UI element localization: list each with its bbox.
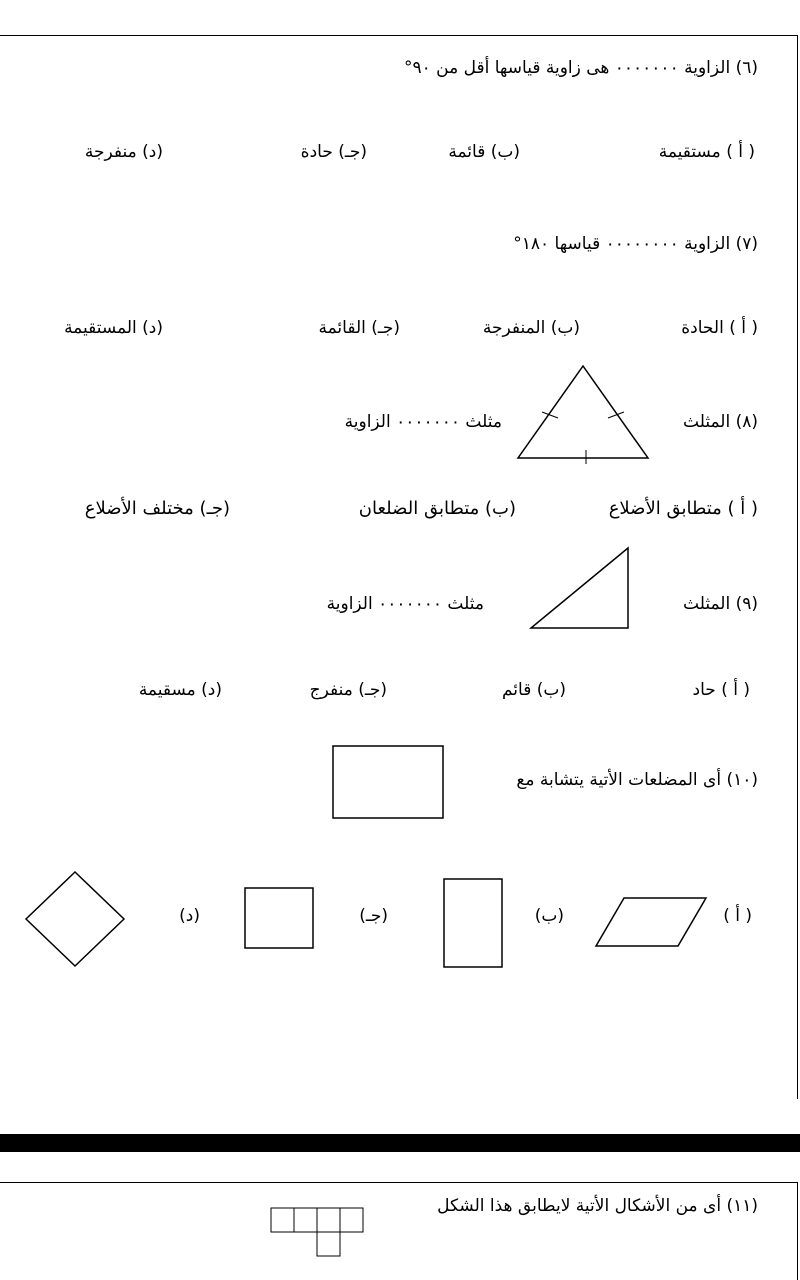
q8-option-c[interactable]: (جـ) مختلف الأضلاع	[84, 498, 230, 519]
q9-option-d[interactable]: (د) مسقيمة	[138, 680, 222, 700]
q9-option-a[interactable]: ( أ ) حاد	[692, 680, 750, 700]
q6-option-b[interactable]: (ب) قائمة	[448, 142, 520, 162]
q8-option-a[interactable]: ( أ ) متطابق الأضلاع	[608, 498, 758, 519]
question-7-text: (٧) الزاوية ٠٠٠٠٠٠٠٠ قياسها ١٨٠°	[513, 234, 758, 254]
q10-option-a[interactable]: ( أ )	[723, 906, 752, 926]
q7-option-b[interactable]: (ب) المنفرجة	[482, 318, 580, 338]
question-11-text: (١١) أى من الأشكال الأتية لايطابق هذا الشكل	[437, 1196, 758, 1216]
q6-option-c[interactable]: (جـ) حادة	[300, 142, 367, 162]
reference-grid-shape-icon	[270, 1207, 366, 1265]
q9-option-b[interactable]: (ب) قائم	[501, 680, 566, 700]
question-10-text: (١٠) أى المضلعات الأتية يتشابة مع	[516, 770, 758, 790]
q9-option-c[interactable]: (جـ) منفرج	[309, 680, 387, 700]
reference-rectangle-icon	[332, 745, 444, 819]
question-8-suffix: مثلث ٠٠٠٠٠٠٠ الزاوية	[344, 412, 502, 432]
q7-option-a[interactable]: ( أ ) الحادة	[681, 318, 758, 338]
q8-option-b[interactable]: (ب) متطابق الضلعان	[358, 498, 516, 519]
q7-option-c[interactable]: (جـ) القائمة	[318, 318, 400, 338]
question-9-suffix: مثلث ٠٠٠٠٠٠٠ الزاوية	[326, 594, 484, 614]
equilateral-triangle-icon	[510, 362, 656, 466]
right-triangle-icon	[528, 545, 632, 631]
q10-option-d[interactable]: (د)	[179, 906, 200, 926]
square-icon[interactable]	[244, 887, 314, 949]
q7-option-d[interactable]: (د) المستقيمة	[64, 318, 163, 338]
q10-option-b[interactable]: (ب)	[534, 906, 564, 926]
parallelogram-icon[interactable]	[594, 896, 710, 948]
question-6-text: (٦) الزاوية ٠٠٠٠٠٠٠ هى زاوية قياسها أقل من ٩٠°	[404, 58, 758, 78]
tall-rectangle-icon[interactable]	[443, 878, 503, 968]
question-8-prefix: (٨) المثلث	[683, 412, 758, 432]
q6-option-d[interactable]: (د) منفرجة	[84, 142, 163, 162]
q6-option-a[interactable]: ( أ ) مستقيمة	[658, 142, 755, 162]
question-9-prefix: (٩) المثلث	[683, 594, 758, 614]
rhombus-icon[interactable]	[24, 870, 126, 968]
q10-option-c[interactable]: (جـ)	[359, 906, 388, 926]
page-separator	[0, 1134, 800, 1152]
